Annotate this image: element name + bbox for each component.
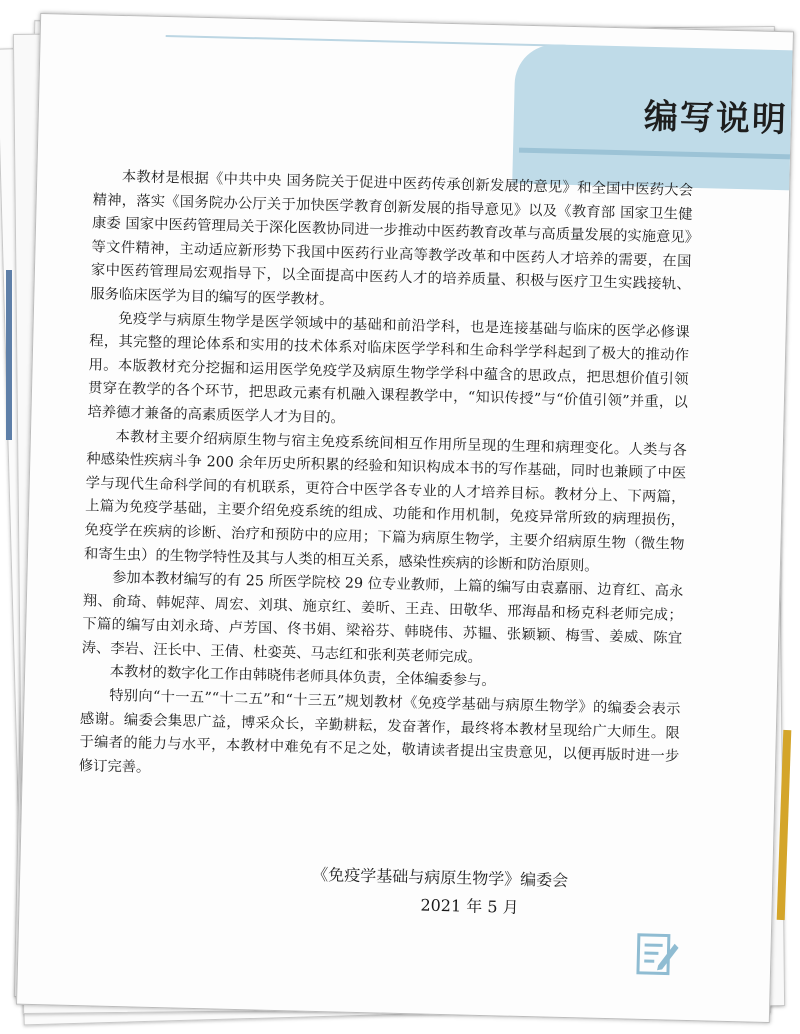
paragraph: 特别向“十一五”“十二五”和“十三五”规划教材《免疫学基础与病原生物学》的编委会表示感谢。编委会集思广益，博采众长，辛勤耕耘，发奋著作，最终将本教材呈现给广大师生。限于编者的能力与水平，本教材中难免有不足之处，敬请读者提出宝贵意见，以便再版时进一步修订完善。 <box>78 687 681 776</box>
signature-date: 2021 年 5 月 <box>420 895 519 917</box>
signature <box>289 860 590 923</box>
body-text <box>79 165 694 793</box>
page-title: 编写说明 <box>643 96 789 141</box>
book-edge-strip <box>6 270 12 440</box>
document-page <box>16 13 794 1023</box>
signature-org: 《免疫学基础与病原生物学》编委会 <box>312 864 569 891</box>
paragraph: 参加本教材编写的有 25 所医学院校 29 位专业教师，上篇的编写由袁嘉丽、边育红、高永翔、俞琦、韩妮萍、周宏、刘琪、施京红、姜昕、王垚、田敬华、邢海晶和杨克科老师完成；下篇的编写由刘永琦、卢芳国、佟书娟、梁裕芬、韩晓伟、苏韫、张颖颖、梅雪、姜威、陈宜涛、李岩、汪长中、王倩、杜娈英、马志红和张利英老师完成。 <box>81 569 684 666</box>
note-edit-icon <box>636 929 681 978</box>
paragraph: 本教材的数字化工作由韩晓伟老师具体负责，全体编委参与。 <box>109 664 496 690</box>
header-rule <box>166 35 566 47</box>
paragraph: 本教材是根据《中共中央 国务院关于促进中医药传承创新发展的意见》和全国中医药大会精神，落实《国务院办公厅关于加快医学教育创新发展的指导意见》以及《教育部 国家卫生健康委 国家中医药管理局关于深化医教协同进一步推动中医药教育改革与高质量发展的实施意见》等文件精神，主动适应新形势下我国中医药行业高等教学改革和中医药人才培养的需要，在国家中医药管理局宏观指导下，以全面提高中医药人才的培养质量、积极与医疗卫生实践接轨、服务临床医学为目的编写的医学教材。 <box>90 168 694 309</box>
paragraph: 本教材主要介绍病原生物与宿主免疫系统间相互作用所呈现的生理和病理变化。人类与各种感染性疾病斗争 200 余年历史所积累的经验和知识构成本书的写作基础，同时也兼顾了中医学与现代生命科学间的有机联系，更符合中医学各专业的人才培养目标。教材分上、下两篇，上篇为免疫学基础，主要介绍免疫系统的组成、功能和作用机制，免疫异常所致的病理损伤，免疫学在疾病的诊断、治疗和预防中的应用；下篇为病原生物学，主要介绍病原生物（微生物和寄生虫）的生物学特性及其与人类的相互关系，感染性疾病的诊断和防治原则。 <box>83 428 687 575</box>
paragraph: 免疫学与病原生物学是医学领域中的基础和前沿学科，也是连接基础与临床的医学必修课程，其完整的理论体系和实用的技术体系对临床医学学科和生命科学学科起到了极大的推动作用。本版教材充分挖掘和运用医学免疫学及病原生物学学科中蕴含的思政点，把思想价值引领贯穿在教学的各个环节，把思政元素有机融入课程教学中，“知识传授”与“价值引领”并重，以培养德才兼备的高素质医学人才为目的。 <box>87 310 690 427</box>
